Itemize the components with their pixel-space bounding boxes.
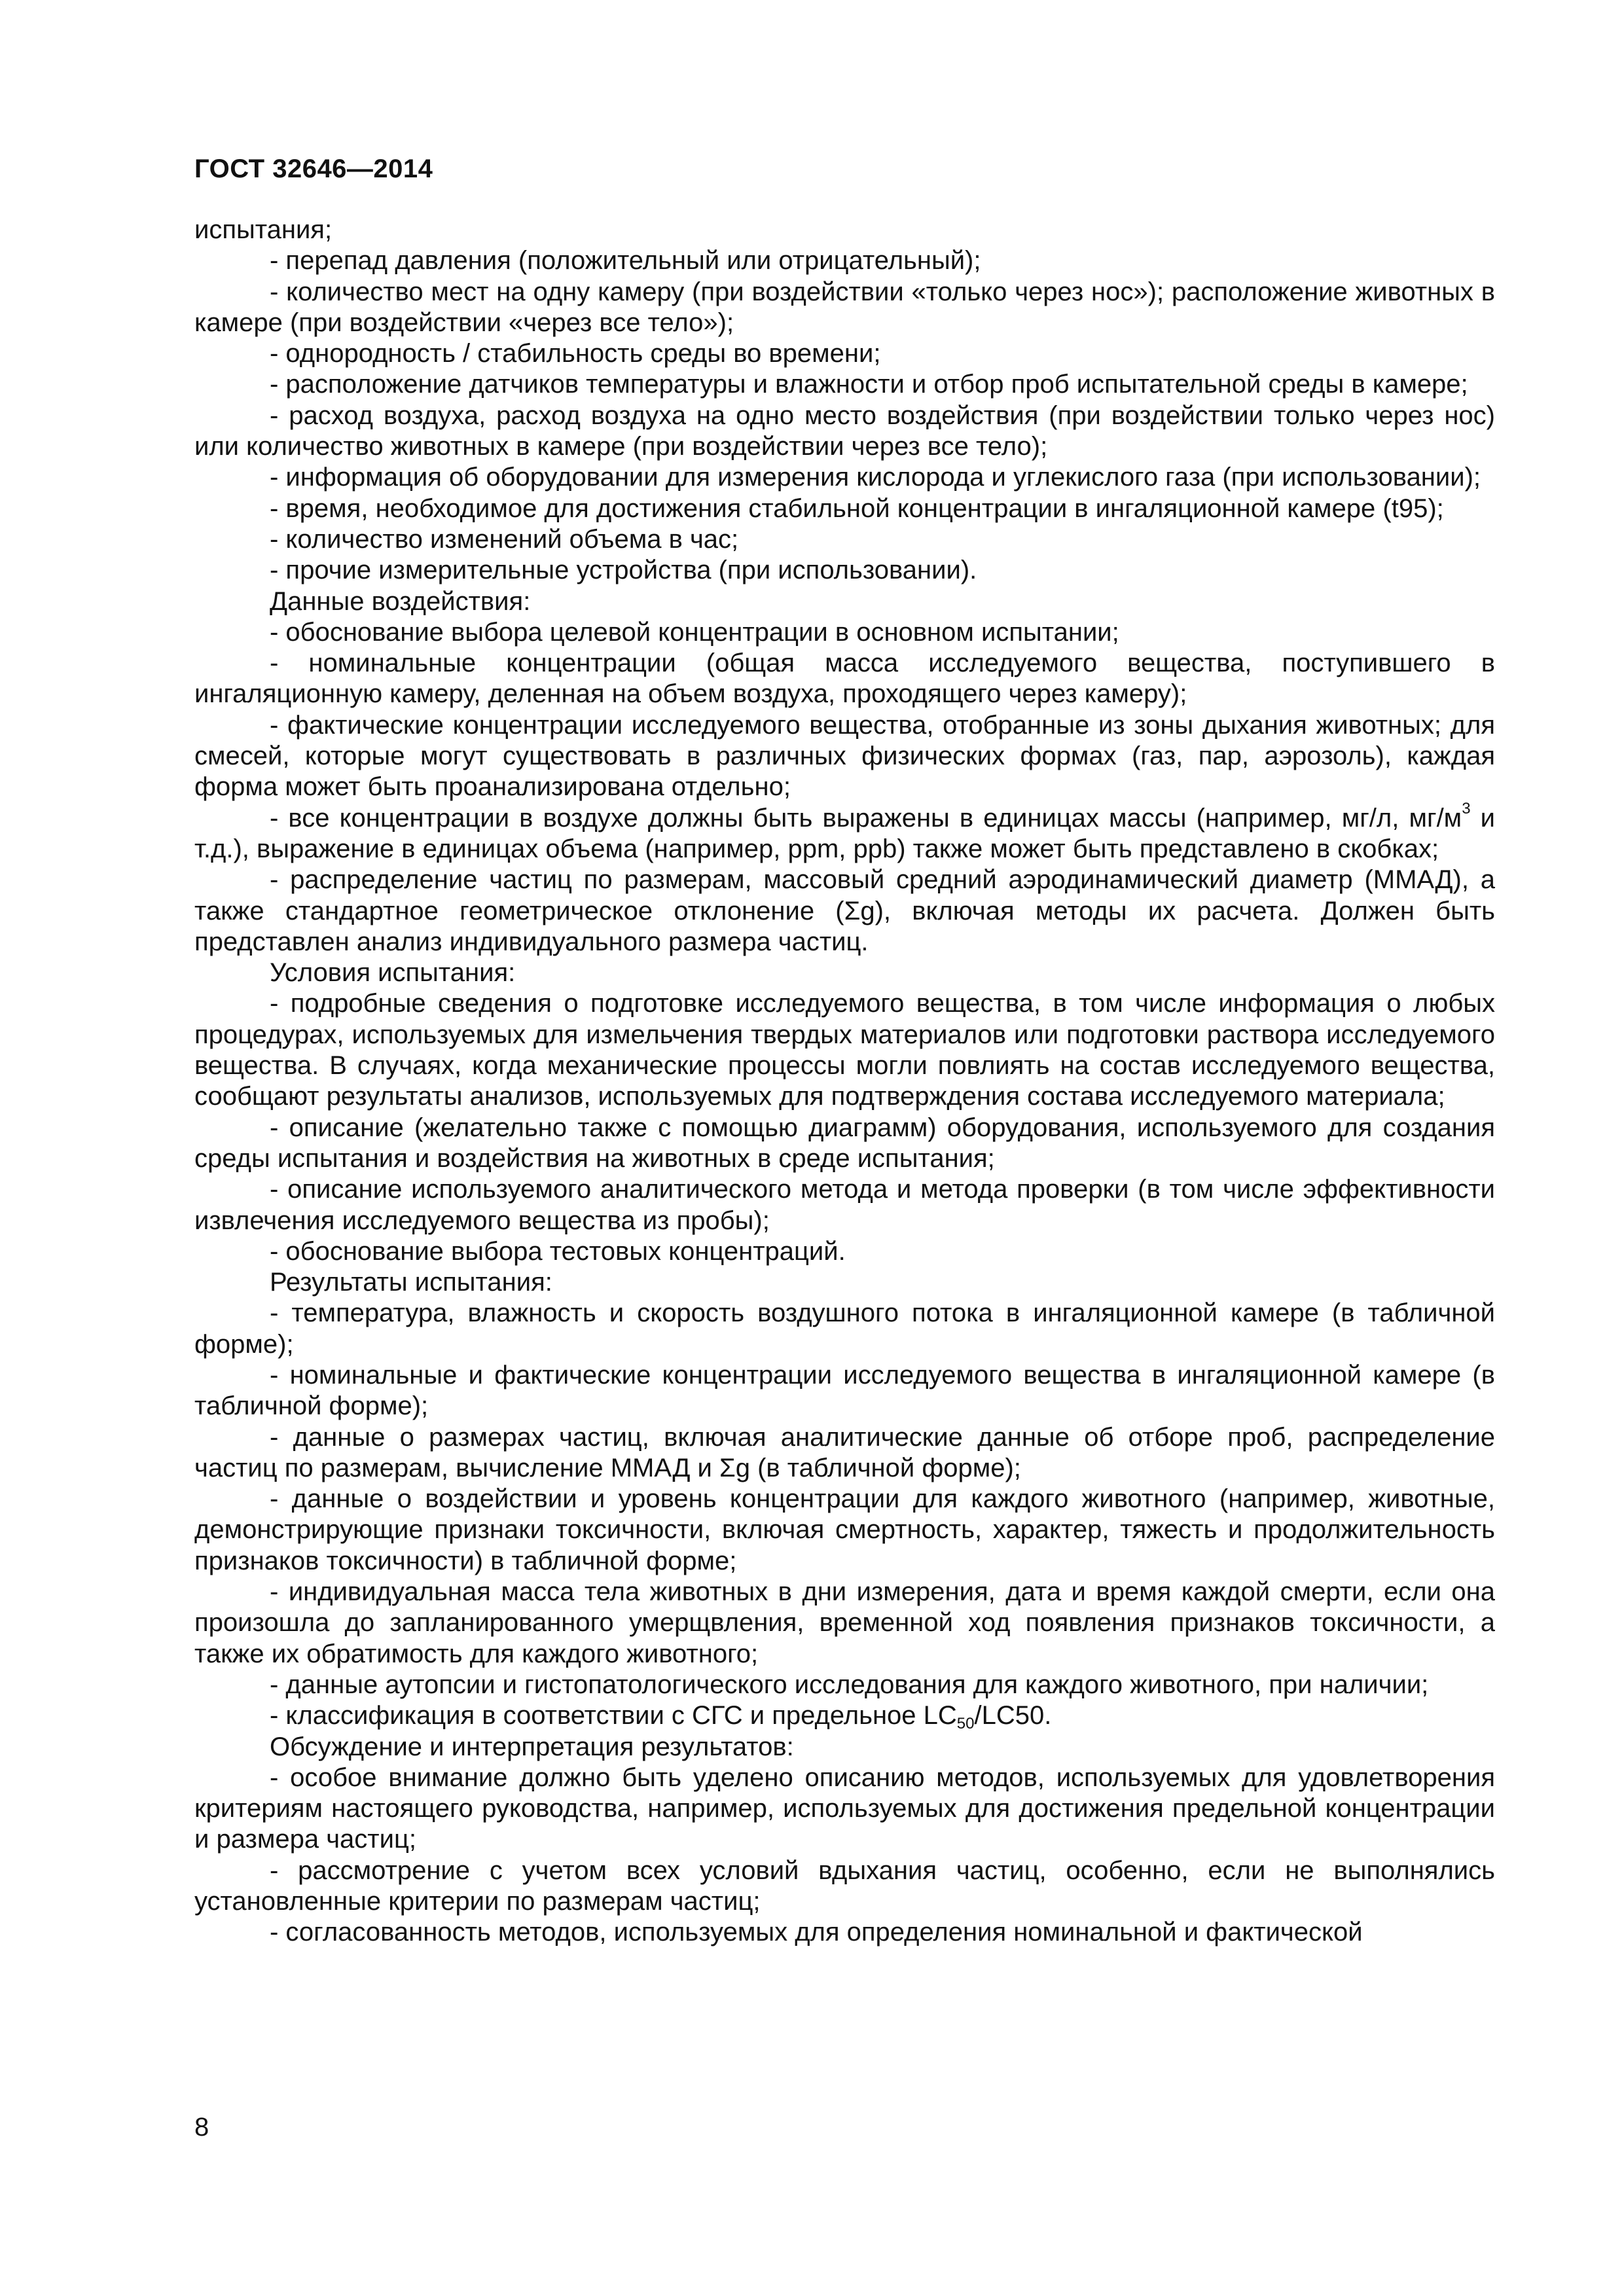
list-item: - описание используемого аналитического метода и метода проверки (в том числе эффективности извлечения исследуемого вещества из пробы);: [194, 1175, 1495, 1235]
list-item: - однородность / стабильность среды во времени;: [270, 339, 881, 368]
list-item: - данные о размерах частиц, включая аналитические данные об отборе проб, распределение частиц по размерам, вычисление ММАД и Σg (в табличной форме);: [194, 1422, 1495, 1482]
list-item: - индивидуальная масса тела животных в дни измерения, дата и время каждой смерти, если она произошла до запланированного умерщвления, временной ход появления признаков токсичности, а также их обратимость для каждого животного;: [194, 1577, 1495, 1668]
text-line: испытания;: [194, 215, 333, 244]
list-item: - время, необходимое для достижения стабильной концентрации в ингаляционной камере (t95);: [270, 493, 1444, 523]
list-item: - номинальные концентрации (общая масса исследуемого вещества, поступившего в ингаляционную камеру, деленная на объем воздуха, проходящего через камеру);: [194, 649, 1495, 709]
list-item: - температура, влажность и скорость воздушного потока в ингаляционной камере (в табличной форме);: [194, 1299, 1495, 1359]
text-fragment: - классификация в соответствии с СГС и предельное LC: [270, 1701, 957, 1731]
document-body: [194, 215, 1495, 1948]
list-item: - количество мест на одну камеру (при воздействии «только через нос»); расположение животных в камере (при воздействии «через все тело»);: [194, 277, 1495, 337]
section-heading: Условия испытания:: [270, 958, 516, 988]
page-number: 8: [194, 2113, 209, 2142]
list-item: - распределение частиц по размерам, массовый средний аэродинамический диаметр (ММАД), а также стандартное геометрическое отклонение (Σg), включая методы их расчета. Должен быть представлен анализ индивидуального размера частиц.: [194, 865, 1495, 956]
list-item: - номинальные и фактические концентрации исследуемого вещества в ингаляционной камере (в табличной форме);: [194, 1360, 1495, 1421]
section-heading: Результаты испытания:: [270, 1268, 552, 1297]
subscript: 50: [956, 1715, 975, 1733]
list-item: - подробные сведения о подготовке исследуемого вещества, в том числе информация о любых процедурах, используемых для измельчения твердых материалов или подготовки раствора исследуемого вещества. В случаях, когда механические процессы могли повлиять на состав исследуемого вещества, сообщают результаты анализов, используемых для подтверждения состава исследуемого материала;: [194, 989, 1495, 1111]
list-item: - расход воздуха, расход воздуха на одно место воздействия (при воздействии только через нос) или количество животных в камере (при воздействии через все тело);: [194, 401, 1495, 461]
list-item: - рассмотрение с учетом всех условий вдыхания частиц, особенно, если не выполнялись установленные критерии по размерам частиц;: [194, 1856, 1495, 1916]
text-fragment: и т.д.), выражение в единицах объема (например, ppm, ppb) также может быть представлено в скобках;: [194, 803, 1495, 863]
list-item: - прочие измерительные устройства (при использовании).: [270, 556, 977, 585]
section-heading: Обсуждение и интерпретация результатов:: [270, 1732, 794, 1761]
text-fragment: - все концентрации в воздухе должны быть выражены в единицах массы (например, мг/л, мг/м: [270, 803, 1462, 833]
list-item: - перепад давления (положительный или отрицательный);: [270, 246, 981, 276]
list-item: - согласованность методов, используемых для определения номинальной и фактической: [270, 1918, 1363, 1947]
document-header: ГОСТ 32646—2014: [194, 154, 433, 183]
section-heading: Данные воздействия:: [270, 586, 531, 616]
list-item: - обоснование выбора тестовых концентраций.: [270, 1236, 846, 1266]
list-item: - расположение датчиков температуры и влажности и отбор проб испытательной среды в камере;: [270, 370, 1468, 399]
list-item: [194, 799, 1495, 865]
list-item: - количество изменений объема в час;: [270, 524, 739, 554]
list-item: - описание (желательно также с помощью диаграмм) оборудования, используемого для создания среды испытания и воздействия на животных в среде испытания;: [194, 1113, 1495, 1173]
text-fragment: /LC50.: [974, 1701, 1052, 1731]
superscript: 3: [1462, 799, 1471, 817]
list-item: - информация об оборудовании для измерения кислорода и углекислого газа (при использовании);: [270, 463, 1481, 492]
list-item: - данные о воздействии и уровень концентрации для каждого животного (например, животные, демонстрирующие признаки токсичности, включая смертность, характер, тяжесть и продолжительность признаков токсичности) в табличной форме;: [194, 1484, 1495, 1575]
list-item: - фактические концентрации исследуемого вещества, отобранные из зоны дыхания животных; для смесей, которые могут существовать в различных физических формах (газ, пар, аэрозоль), каждая форма может быть проанализирована отдельно;: [194, 710, 1495, 802]
list-item: - особое внимание должно быть уделено описанию методов, используемых для удовлетворения критериям настоящего руководства, например, используемых для достижения предельной концентрации и размера частиц;: [194, 1763, 1495, 1854]
list-item: - данные аутопсии и гистопатологического исследования для каждого животного, при наличии;: [270, 1670, 1429, 1699]
list-item: [194, 1700, 1495, 1731]
list-item: - обоснование выбора целевой концентрации в основном испытании;: [270, 617, 1119, 647]
